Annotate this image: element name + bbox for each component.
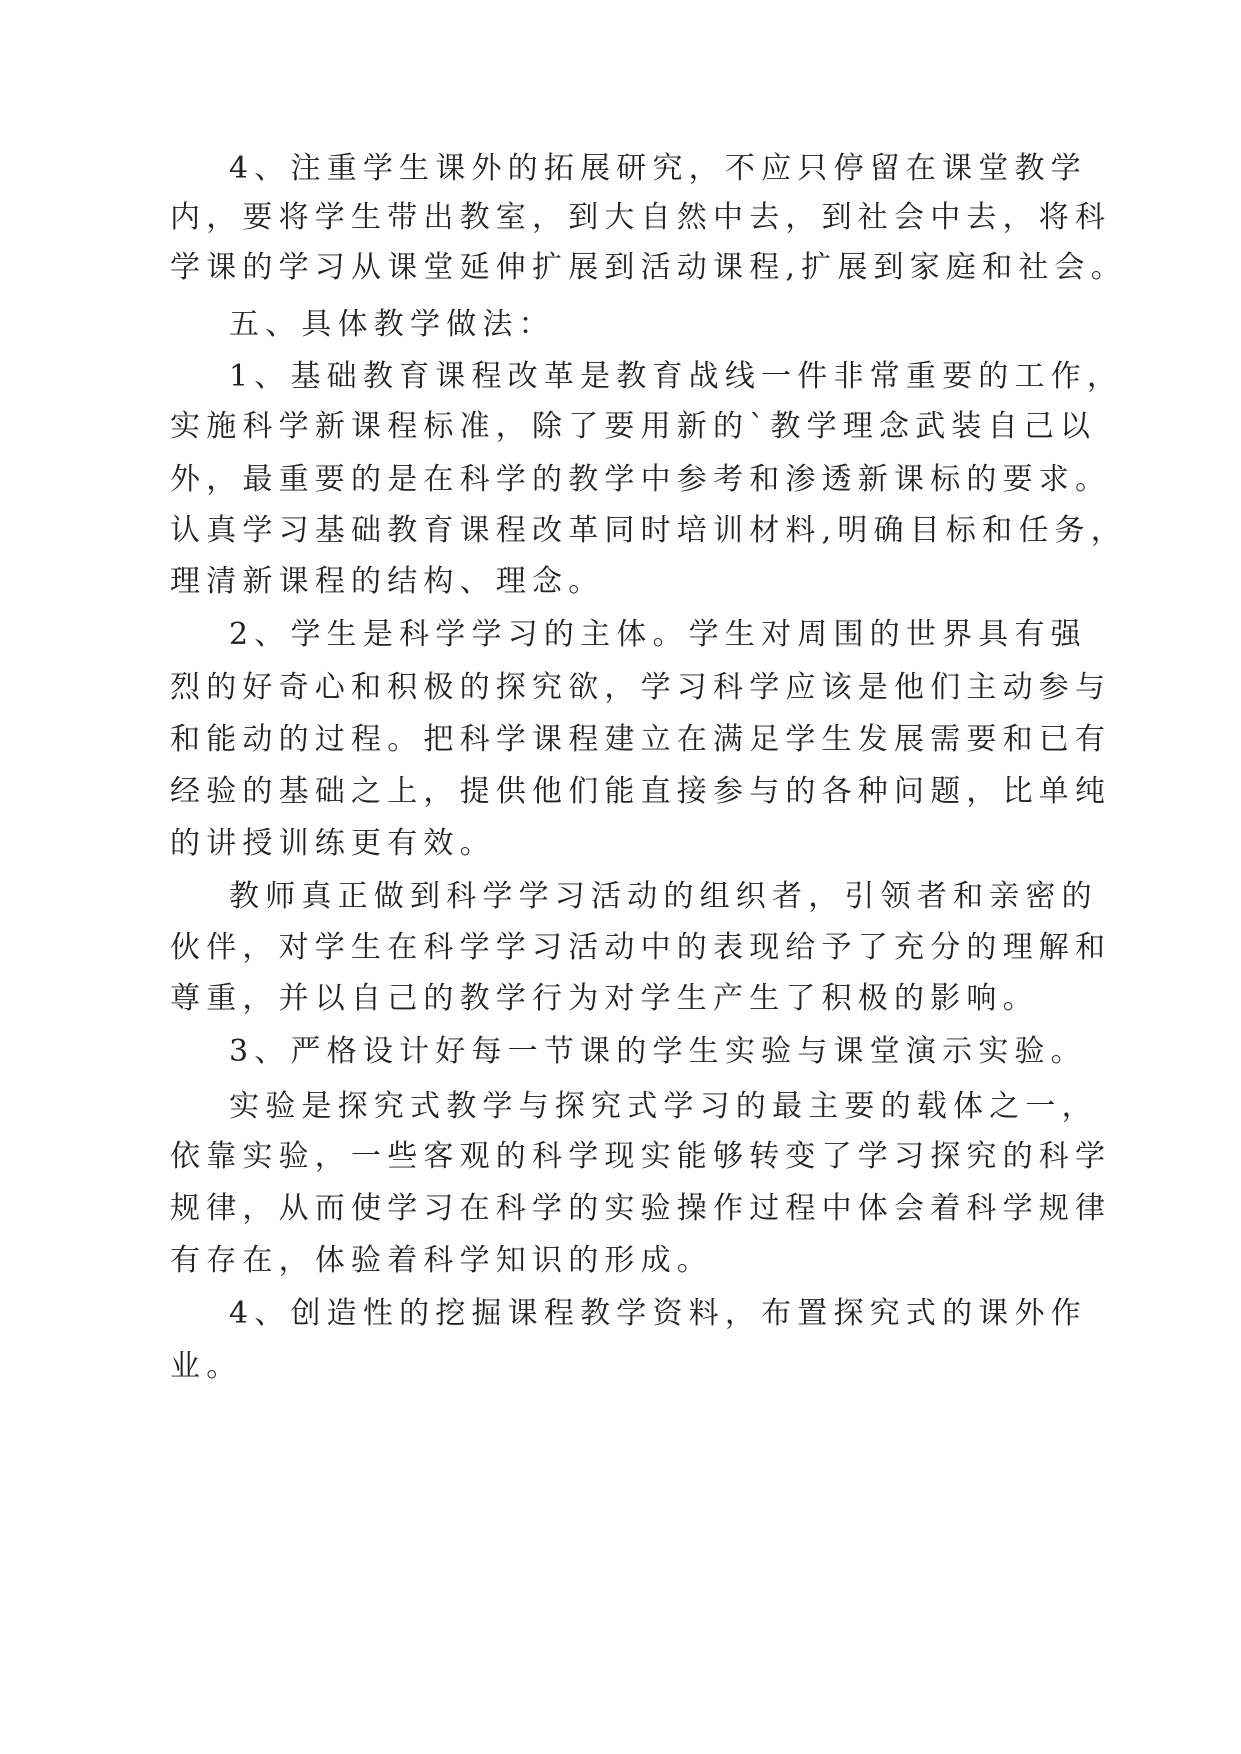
text-line: 外，最重要的是在科学的教学中参考和渗透新课标的要求。 — [170, 462, 1112, 497]
text-line: 4、注重学生课外的拓展研究，不应只停留在课堂教学 — [229, 151, 1087, 186]
text-line: 的讲授训练更有效。 — [170, 826, 496, 861]
text-line: 认真学习基础教育课程改革同时培训材料,明确目标和任务， — [170, 513, 1127, 548]
section-heading: 五、具体教学做法： — [229, 307, 555, 342]
text-line: 3、严格设计好每一节课的学生实验与课堂演示实验。 — [229, 1034, 1087, 1069]
text-line: 业。 — [170, 1349, 243, 1384]
text-line: 内，要将学生带出教室，到大自然中去，到社会中去，将科 — [170, 200, 1112, 235]
text-line: 实验是探究式教学与探究式学习的最主要的载体之一， — [229, 1089, 1098, 1124]
text-line: 理清新课程的结构、理念。 — [170, 564, 605, 599]
text-line: 有存在，体验着科学知识的形成。 — [170, 1243, 713, 1278]
text-line: 教师真正做到科学学习活动的组织者，引领者和亲密的 — [229, 879, 1098, 914]
text-line: 和能动的过程。把科学课程建立在满足学生发展需要和已有 — [170, 722, 1112, 757]
text-line: 2、学生是科学学习的主体。学生对周围的世界具有强 — [229, 617, 1087, 652]
text-line: 尊重，并以自己的教学行为对学生产生了积极的影响。 — [170, 981, 1039, 1016]
text-line: 学课的学习从课堂延伸扩展到活动课程,扩展到家庭和社会。 — [170, 250, 1127, 285]
text-line: 实施科学新课程标准，除了要用新的`教学理念武装自己以 — [170, 409, 1097, 444]
text-line: 经验的基础之上，提供他们能直接参与的各种问题，比单纯 — [170, 774, 1112, 809]
text-line: 1、基础教育课程改革是教育战线一件非常重要的工作， — [229, 359, 1124, 394]
text-line: 依靠实验，一些客观的科学现实能够转变了学习探究的科学 — [170, 1139, 1112, 1174]
text-line: 规律，从而使学习在科学的实验操作过程中体会着科学规律 — [170, 1191, 1112, 1226]
text-line: 4、创造性的挖掘课程教学资料，布置探究式的课外作 — [229, 1296, 1087, 1331]
text-line: 烈的好奇心和积极的探究欲，学习科学应该是他们主动参与 — [170, 670, 1112, 705]
text-line: 伙伴，对学生在科学学习活动中的表现给予了充分的理解和 — [170, 930, 1112, 965]
